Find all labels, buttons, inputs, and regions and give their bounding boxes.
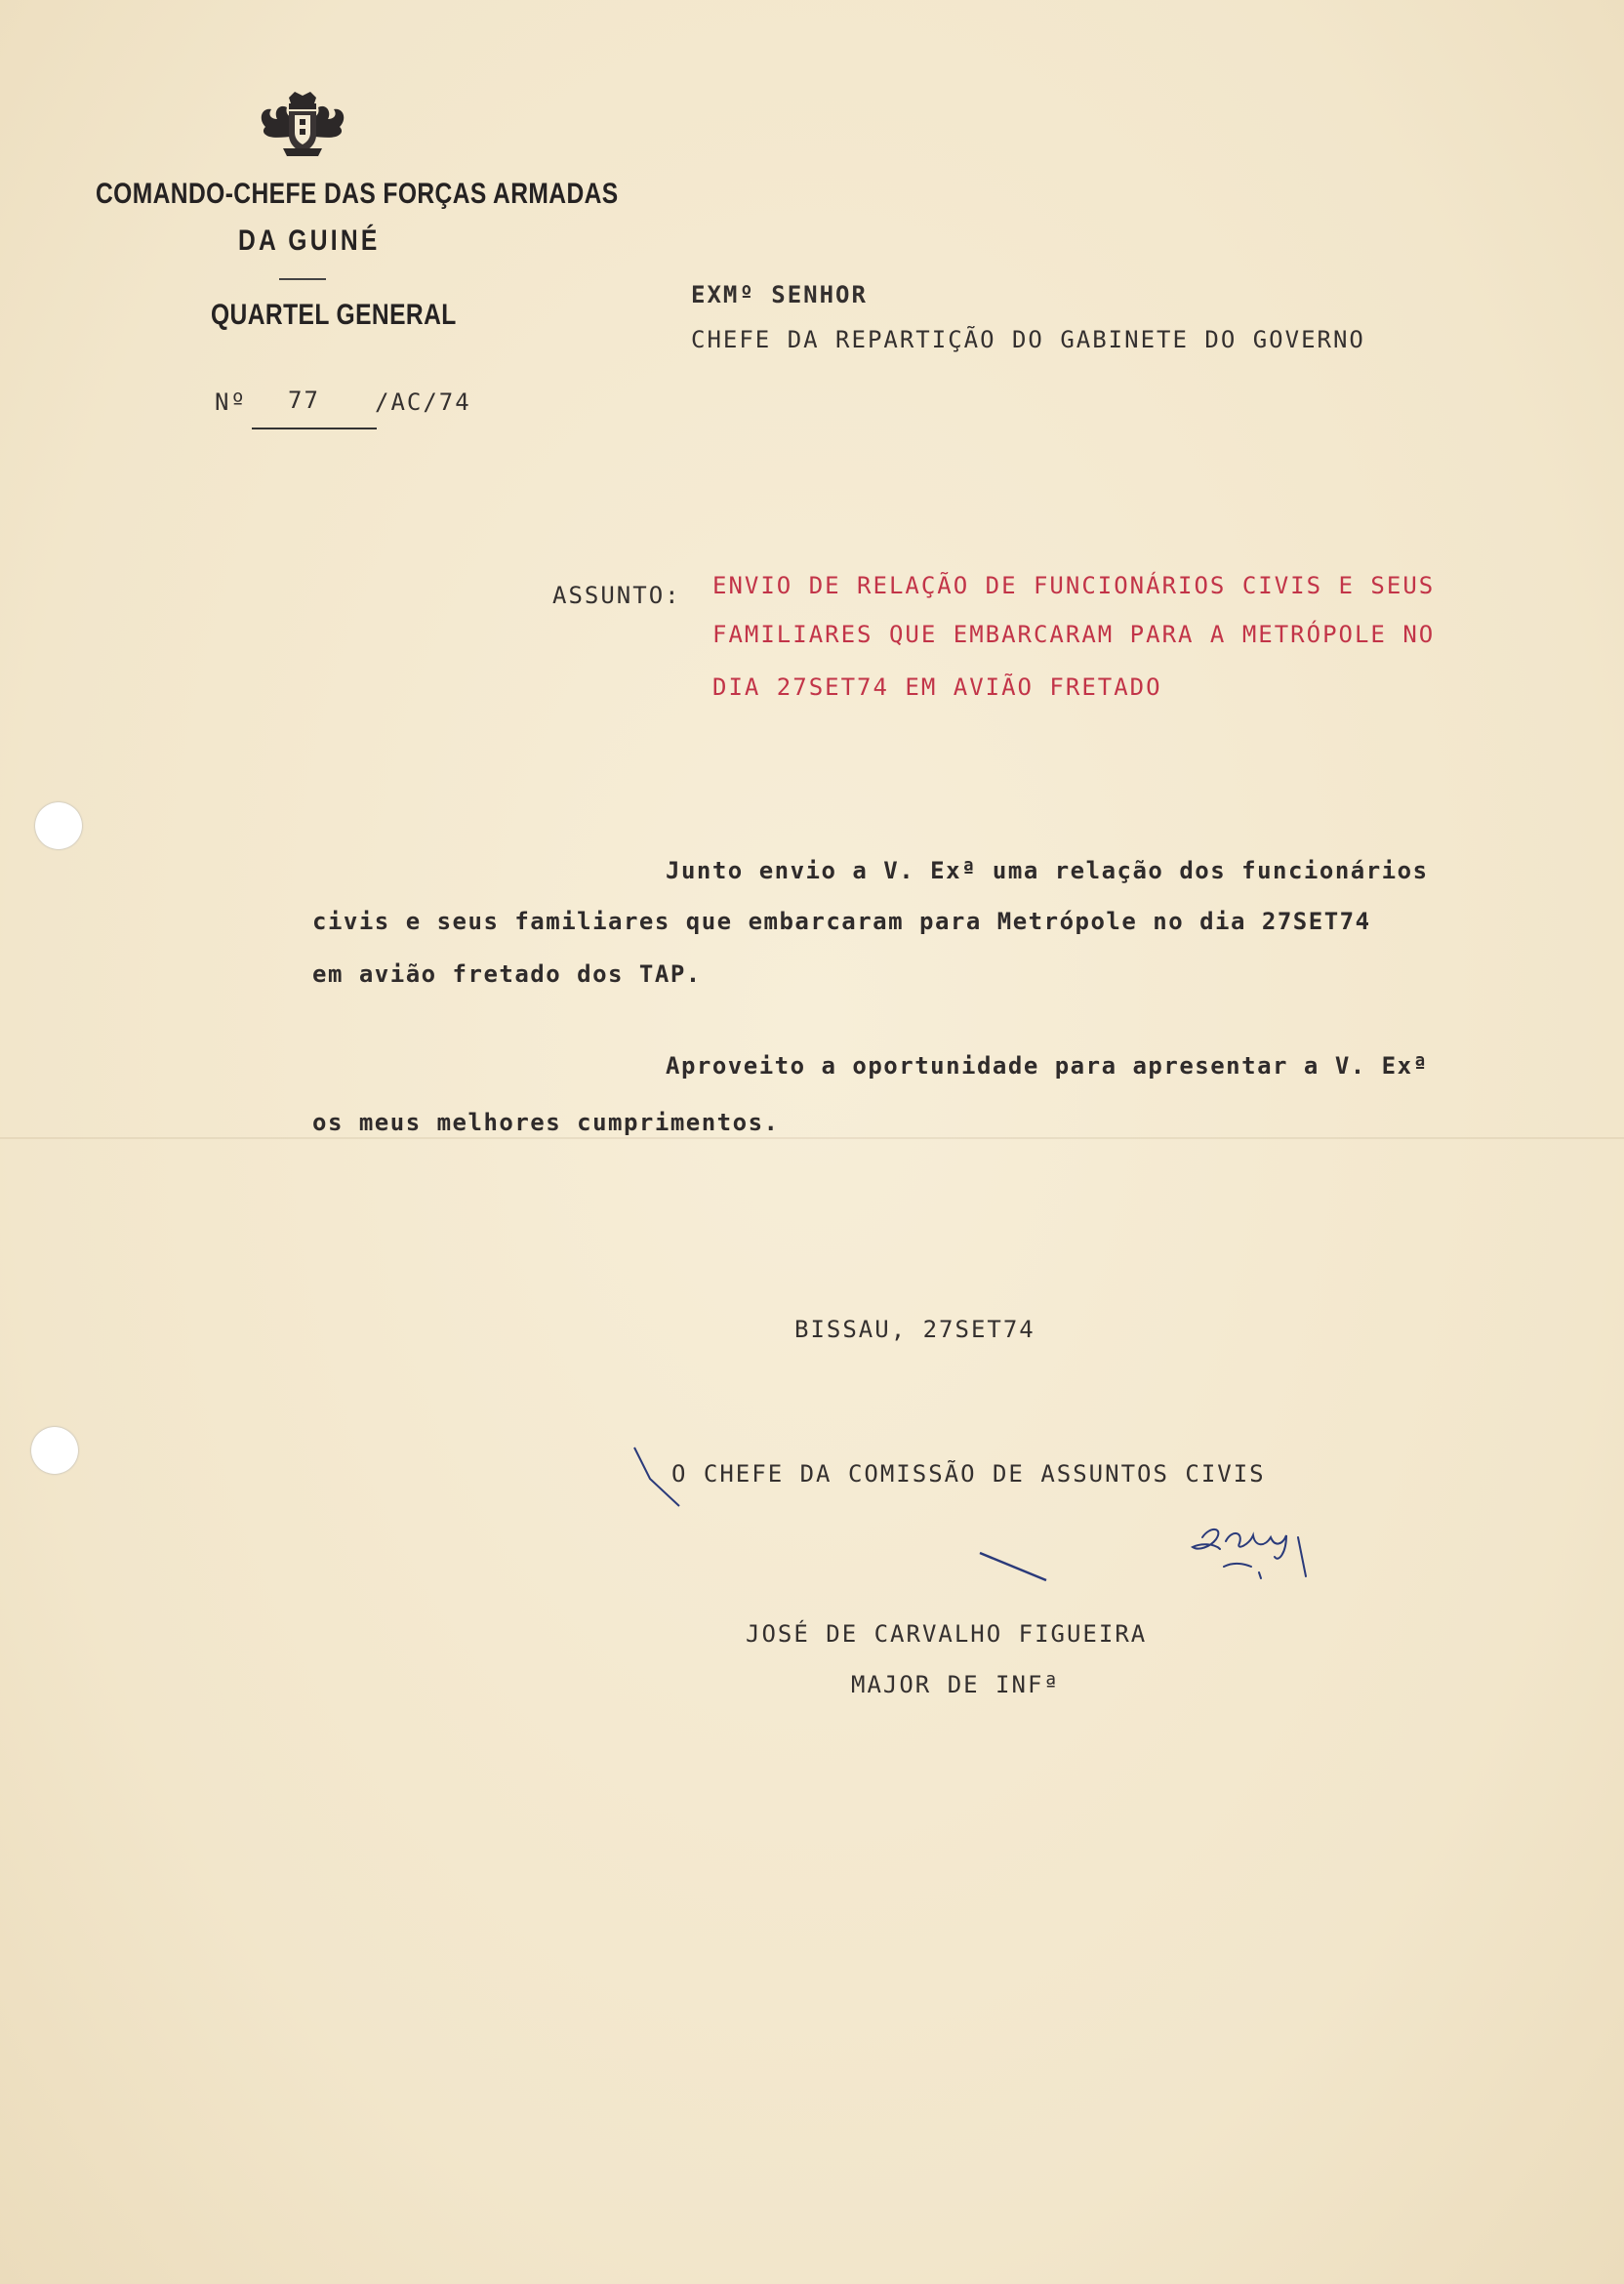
addressee-salutation: EXMº SENHOR — [691, 281, 868, 308]
body-paragraph-1-line-2: civis e seus familiares que embarcaram para Metrópole no dia 27SET74 — [312, 908, 1371, 935]
place-date: BISSAU, 27SET74 — [794, 1316, 1035, 1343]
addressee-title: CHEFE DA REPARTIÇÃO DO GABINETE DO GOVERNO — [691, 326, 1365, 353]
reference-underline — [252, 428, 377, 429]
body-paragraph-2-line-1: Aproveito a oportunidade para apresentar a V. Exª — [666, 1052, 1429, 1080]
paper-fold — [0, 1137, 1624, 1139]
letterhead-command: COMANDO-CHEFE DAS FORÇAS ARMADAS — [96, 178, 619, 210]
punch-hole-upper — [35, 802, 82, 849]
handwritten-signature — [1181, 1518, 1337, 1606]
reference-prefix: Nº — [215, 388, 247, 416]
body-paragraph-1-line-3: em avião fretado dos TAP. — [312, 960, 702, 988]
signatory-name: JOSÉ DE CARVALHO FIGUEIRA — [746, 1620, 1148, 1648]
subject-line-2: FAMILIARES QUE EMBARCARAM PARA A METRÓPOLE NO — [712, 621, 1436, 648]
reference-number: 77 — [288, 387, 320, 414]
letterhead-divider — [279, 278, 326, 280]
reference-suffix: /AC/74 — [375, 388, 471, 416]
subject-line-3: DIA 27SET74 EM AVIÃO FRETADO — [712, 673, 1162, 701]
letterhead-headquarters: QUARTEL GENERAL — [211, 299, 457, 331]
pen-stroke — [976, 1547, 1054, 1586]
subject-label: ASSUNTO: — [552, 582, 681, 609]
signatory-rank: MAJOR DE INFª — [851, 1671, 1060, 1698]
signatory-role: O CHEFE DA COMISSÃO DE ASSUNTOS CIVIS — [671, 1460, 1266, 1488]
letterhead-region: DA GUINÉ — [238, 224, 381, 257]
coat-of-arms-icon — [256, 90, 349, 162]
body-paragraph-1-line-1: Junto envio a V. Exª uma relação dos funcionários — [666, 857, 1429, 884]
body-paragraph-2-line-2: os meus melhores cumprimentos. — [312, 1109, 780, 1136]
subject-line-1: ENVIO DE RELAÇÃO DE FUNCIONÁRIOS CIVIS E SEUS — [712, 572, 1436, 599]
punch-hole-lower — [31, 1427, 78, 1474]
